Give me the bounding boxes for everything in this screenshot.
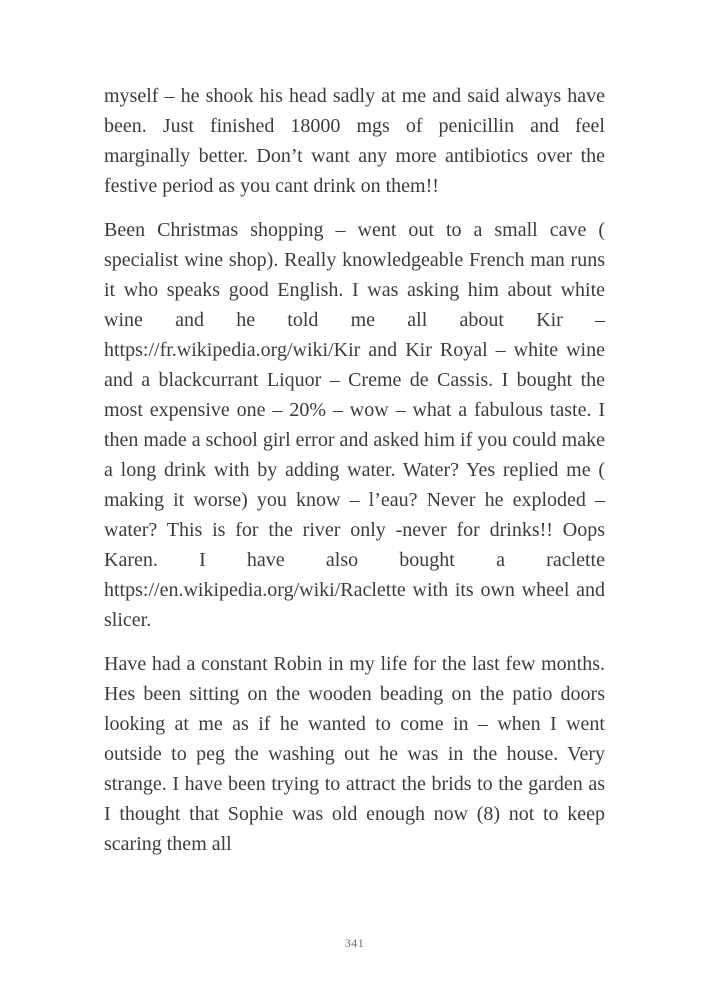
text-block <box>104 81 605 873</box>
paragraph-3: Have had a constant Robin in my life for the last few months. Hes been sitting on the wooden beading on the patio doors looking at me as if he wanted to come in – when I went outside to peg the washing out he was in the house. Very strange. I have been trying to attract the brids to the garden as I thought that Sophie was old enough now (8) not to keep scaring them all <box>104 653 605 855</box>
page-number: 341 <box>344 936 365 950</box>
paragraph-2: Been Christmas shopping – went out to a small cave ( specialist wine shop). Really knowledgeable French man runs it who speaks good English. I was asking him about white wine and he told me all about Kir – https://fr.wikipedia.org/wiki/Kir and Kir Royal – white wine and a blackcurrant Liquor – Creme de Cassis. I bought the most expensive one – 20% – wow – what a fabulous taste. I then made a school girl error and asked him if you could make a long drink with by adding water. Water? Yes replied me ( making it worse) you know – l’eau? Never he exploded – water? This is for the river only -never for drinks!! Oops Karen. I have also bought a raclette https://en.wikipedia.org/wiki/Raclette with its own wheel and slicer. <box>104 219 605 631</box>
paragraph-1: myself – he shook his head sadly at me and said always have been. Just finished 18000 mgs of penicillin and feel marginally better. Don’t want any more antibiotics over the festive period as you cant drink on them!! <box>104 85 605 197</box>
